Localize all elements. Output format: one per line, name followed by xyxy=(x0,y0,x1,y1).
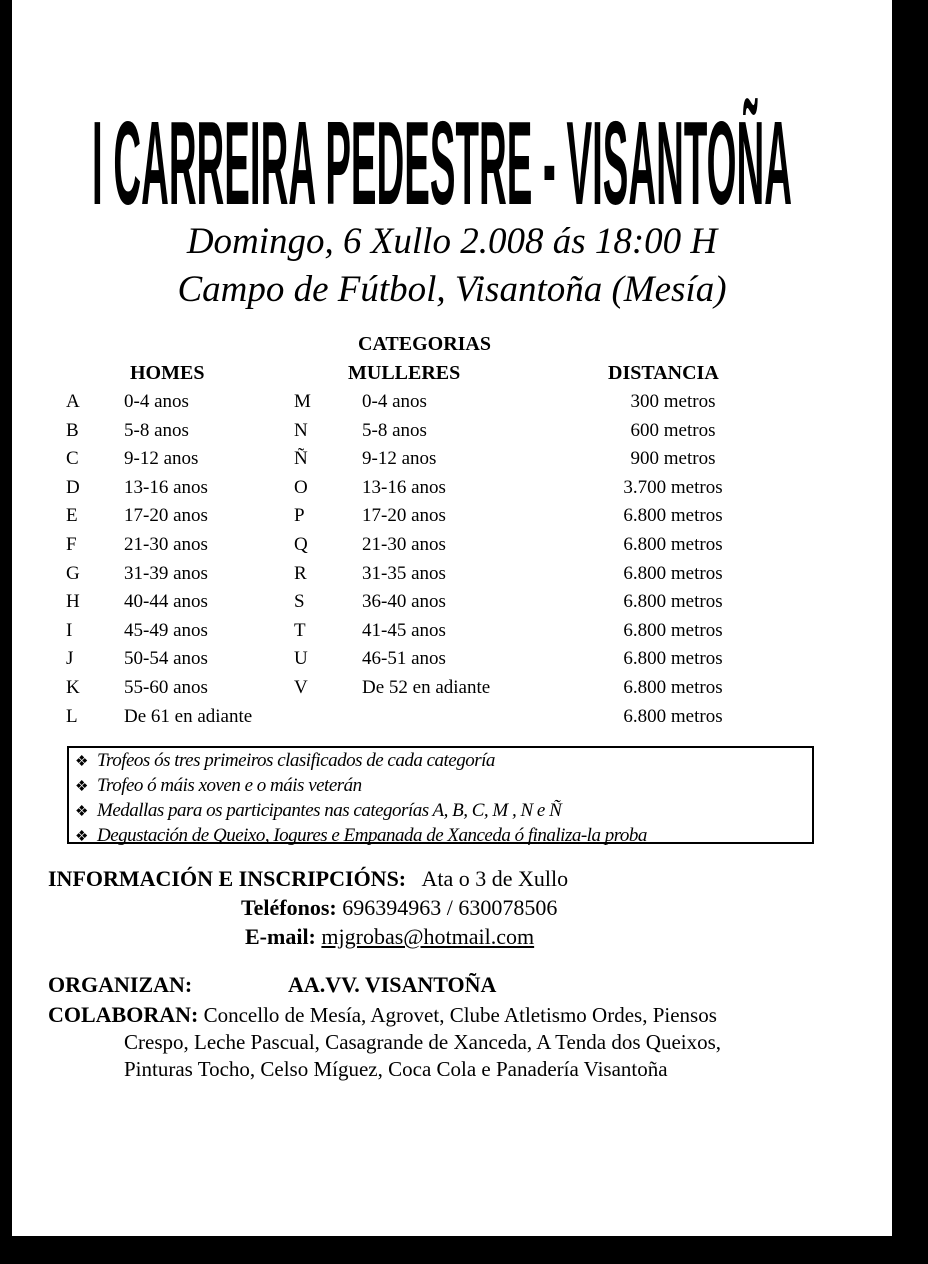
diamond-bullet-icon: ❖ xyxy=(75,829,88,845)
women-code: U xyxy=(294,648,308,670)
note-item: ❖ Degustación de Queixo, Iogures e Empanada de Xanceda ó finaliza-la proba xyxy=(75,824,812,849)
women-header: MULLERES xyxy=(348,362,461,384)
men-code: A xyxy=(66,391,80,412)
email-line xyxy=(245,924,534,950)
men-code: K xyxy=(66,677,80,698)
men-age: 21-30 anos xyxy=(124,534,208,555)
event-title xyxy=(82,88,802,220)
men-age: 13-16 anos xyxy=(124,476,208,498)
categories-caption: CATEGORIAS xyxy=(358,333,491,355)
women-code: Ñ xyxy=(294,448,308,470)
info-line xyxy=(48,866,568,892)
women-age: 41-45 anos xyxy=(362,619,446,641)
diamond-bullet-icon: ❖ xyxy=(75,754,88,770)
distance-header: DISTANCIA xyxy=(608,362,719,384)
diamond-bullet-icon: ❖ xyxy=(75,804,88,820)
distance: 3.700 metros xyxy=(623,476,723,498)
collaborators-line-3: Pinturas Tocho, Celso Míguez, Coca Cola e Panadería Visantoña xyxy=(124,1057,668,1081)
event-title-wordart xyxy=(82,88,802,220)
men-code: F xyxy=(66,534,77,555)
distance: 600 metros xyxy=(630,419,716,441)
men-code: B xyxy=(66,419,79,441)
distance: 900 metros xyxy=(630,448,716,470)
organizers-line xyxy=(48,972,192,998)
men-code: C xyxy=(66,448,79,470)
email-link[interactable]: mjgrobas@hotmail.com xyxy=(321,924,535,949)
women-age: 21-30 anos xyxy=(362,534,446,555)
collaborators-label: COLABORAN: xyxy=(48,1002,199,1027)
women-code: V xyxy=(294,677,308,698)
men-age: De 61 en adiante xyxy=(124,705,253,727)
women-age: 13-16 anos xyxy=(362,476,446,498)
men-age: 45-49 anos xyxy=(124,619,208,641)
women-age: 17-20 anos xyxy=(362,505,446,527)
diamond-bullet-icon: ❖ xyxy=(75,779,88,795)
women-age: 46-51 anos xyxy=(362,648,446,670)
men-age: 5-8 anos xyxy=(124,419,189,441)
men-age: 9-12 anos xyxy=(124,448,199,470)
distance: 6.800 metros xyxy=(623,705,723,727)
women-code: Q xyxy=(294,534,308,555)
women-age: 31-35 anos xyxy=(362,562,446,584)
distance: 6.800 metros xyxy=(623,562,723,584)
organizers-label: ORGANIZAN: xyxy=(48,972,193,997)
men-header: HOMES xyxy=(130,362,205,384)
women-code: R xyxy=(294,562,307,584)
phones-value: 696394963 / 630078506 xyxy=(342,895,558,920)
men-age: 31-39 anos xyxy=(124,562,208,584)
distance: 6.800 metros xyxy=(623,591,723,613)
women-age: 0-4 anos xyxy=(362,391,427,412)
phones-label: Teléfonos: xyxy=(241,895,337,920)
distance: 300 metros xyxy=(630,391,716,412)
info-label: INFORMACIÓN E INSCRIPCIÓNS: xyxy=(48,866,407,891)
men-age: 55-60 anos xyxy=(124,677,208,698)
distance: 6.800 metros xyxy=(623,534,723,555)
distance: 6.800 metros xyxy=(623,648,723,670)
women-age: De 52 en adiante xyxy=(362,677,491,698)
event-date: Domingo, 6 Xullo 2.008 ás 18:00 H xyxy=(186,221,718,262)
info-deadline: Ata o 3 de Xullo xyxy=(421,866,569,891)
email-label: E-mail: xyxy=(245,924,316,949)
women-code: T xyxy=(294,619,306,641)
distance: 6.800 metros xyxy=(623,677,723,698)
event-title-text: I CARREIRA PEDESTRE - VISANTOÑA xyxy=(91,96,792,220)
men-age: 0-4 anos xyxy=(124,391,189,412)
men-code: L xyxy=(66,705,78,727)
women-code: N xyxy=(294,419,308,441)
collaborators-line-2: Crespo, Leche Pascual, Casagrande de Xanceda, A Tenda dos Queixos, xyxy=(124,1030,722,1054)
women-code: P xyxy=(294,505,305,527)
women-code: O xyxy=(294,476,308,498)
women-age: 36-40 anos xyxy=(362,591,446,613)
note-item: ❖ Trofeo ó máis xoven e o máis veterán xyxy=(75,774,812,799)
women-age: 9-12 anos xyxy=(362,448,437,470)
note-item: ❖ Medallas para os participantes nas categorías A, B, C, M , N e Ñ xyxy=(75,799,812,824)
distance: 6.800 metros xyxy=(623,505,723,527)
men-code: H xyxy=(66,591,80,613)
women-code: M xyxy=(294,391,311,412)
men-code: D xyxy=(66,476,80,498)
collaborators-line-1: COLABORAN: Concello de Mesía, Agrovet, Clube Atletismo Ordes, Piensos xyxy=(48,1002,717,1027)
prizes-box xyxy=(67,746,814,844)
event-venue: Campo de Fútbol, Visantoña (Mesía) xyxy=(177,269,727,310)
men-code: I xyxy=(66,619,73,641)
organizers-value: AA.VV. VISANTOÑA xyxy=(288,972,497,997)
men-code: G xyxy=(66,562,80,584)
note-item: ❖ Trofeos ós tres primeiros clasificados de cada categoría xyxy=(75,749,812,774)
flyer-page xyxy=(12,0,892,1236)
men-age: 17-20 anos xyxy=(124,505,208,527)
women-code: S xyxy=(294,591,305,613)
men-age: 50-54 anos xyxy=(124,648,208,670)
distance: 6.800 metros xyxy=(623,619,723,641)
phones-line xyxy=(241,895,557,921)
men-code: J xyxy=(66,648,74,670)
women-age: 5-8 anos xyxy=(362,419,427,441)
men-age: 40-44 anos xyxy=(124,591,208,613)
men-code: E xyxy=(66,505,78,527)
